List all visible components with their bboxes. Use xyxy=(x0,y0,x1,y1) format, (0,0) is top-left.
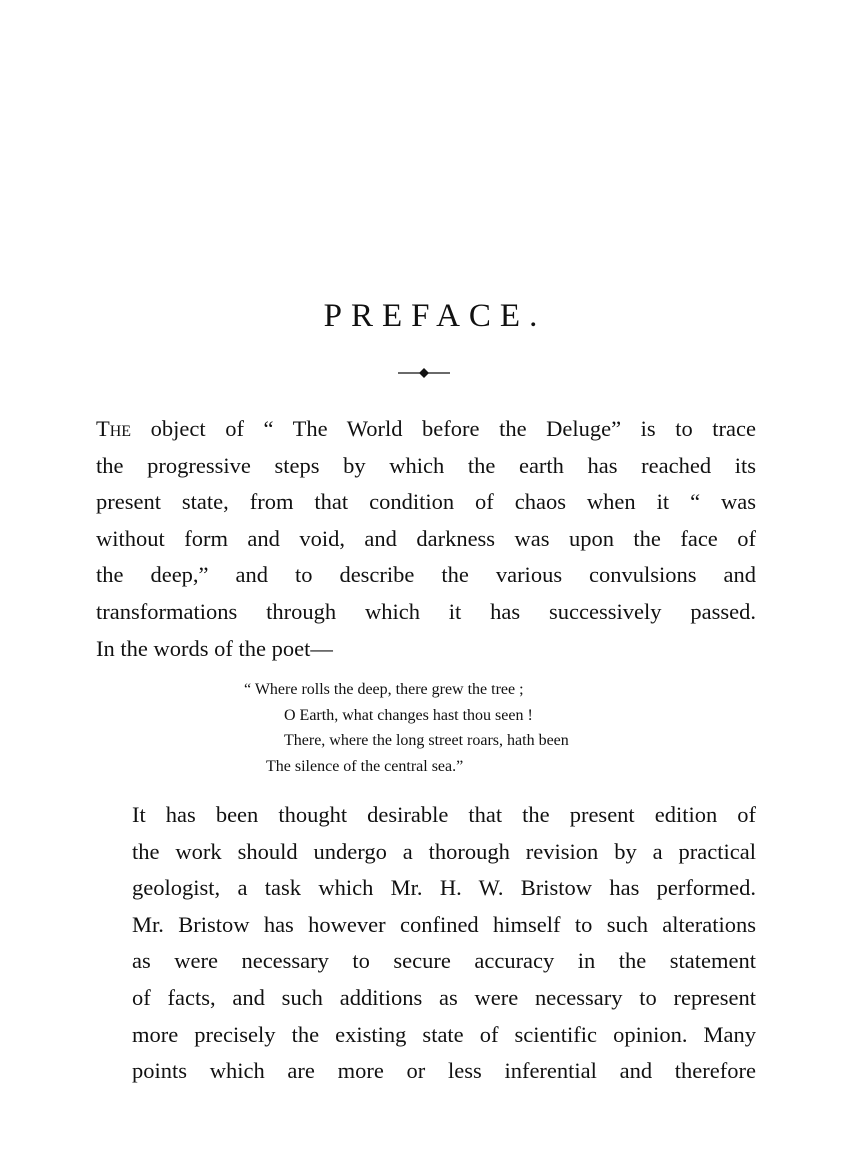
paragraph-1-line: transformations through which it has successively passed. xyxy=(96,598,756,624)
paragraph-2-line: of facts, and such additions as were necessary to represent xyxy=(132,984,756,1010)
poem-line: “ Where rolls the deep, there grew the tree ; xyxy=(244,681,524,698)
paragraph-1-line: present state, from that condition of chaos when it “ was xyxy=(96,489,756,515)
poem-line: There, where the long street roars, hath been xyxy=(284,732,569,749)
paragraph-2-line: the work should undergo a thorough revision by a practical xyxy=(132,838,756,864)
paragraph-2 xyxy=(96,797,756,1090)
page-title: PREFACE. xyxy=(323,298,547,334)
poem-line: O Earth, what changes hast thou seen ! xyxy=(284,706,533,724)
paragraph-1-line: In the words of the poet— xyxy=(96,635,333,661)
ornament-divider xyxy=(396,366,452,380)
paragraph-2-line: points which are more or less inferential and therefore xyxy=(132,1058,756,1084)
paragraph-1 xyxy=(96,411,756,667)
poem-line: The silence of the central sea.” xyxy=(266,757,464,775)
paragraph-2-line: more precisely the existing state of scientific opinion. Many xyxy=(132,1021,756,1047)
poem-quote xyxy=(244,677,569,779)
paragraph-1-line: without form and void, and darkness was upon the face of xyxy=(96,525,756,551)
drop-word: The xyxy=(96,416,132,441)
paragraph-1-line: the deep,” and to describe the various convulsions and xyxy=(96,562,756,588)
paragraph-1-line: the progressive steps by which the earth has reached its xyxy=(96,452,756,478)
paragraph-2-line: It has been thought desirable that the present edition of xyxy=(132,802,756,827)
paragraph-1-line: The object of “ The World before the Deluge” is to trace xyxy=(96,416,757,441)
paragraph-2-line: as were necessary to secure accuracy in the statement xyxy=(132,948,756,974)
paragraph-2-line: geologist, a task which Mr. H. W. Bristow has performed. xyxy=(132,875,756,901)
paragraph-2-line: Mr. Bristow has however confined himself to such alterations xyxy=(132,911,756,937)
